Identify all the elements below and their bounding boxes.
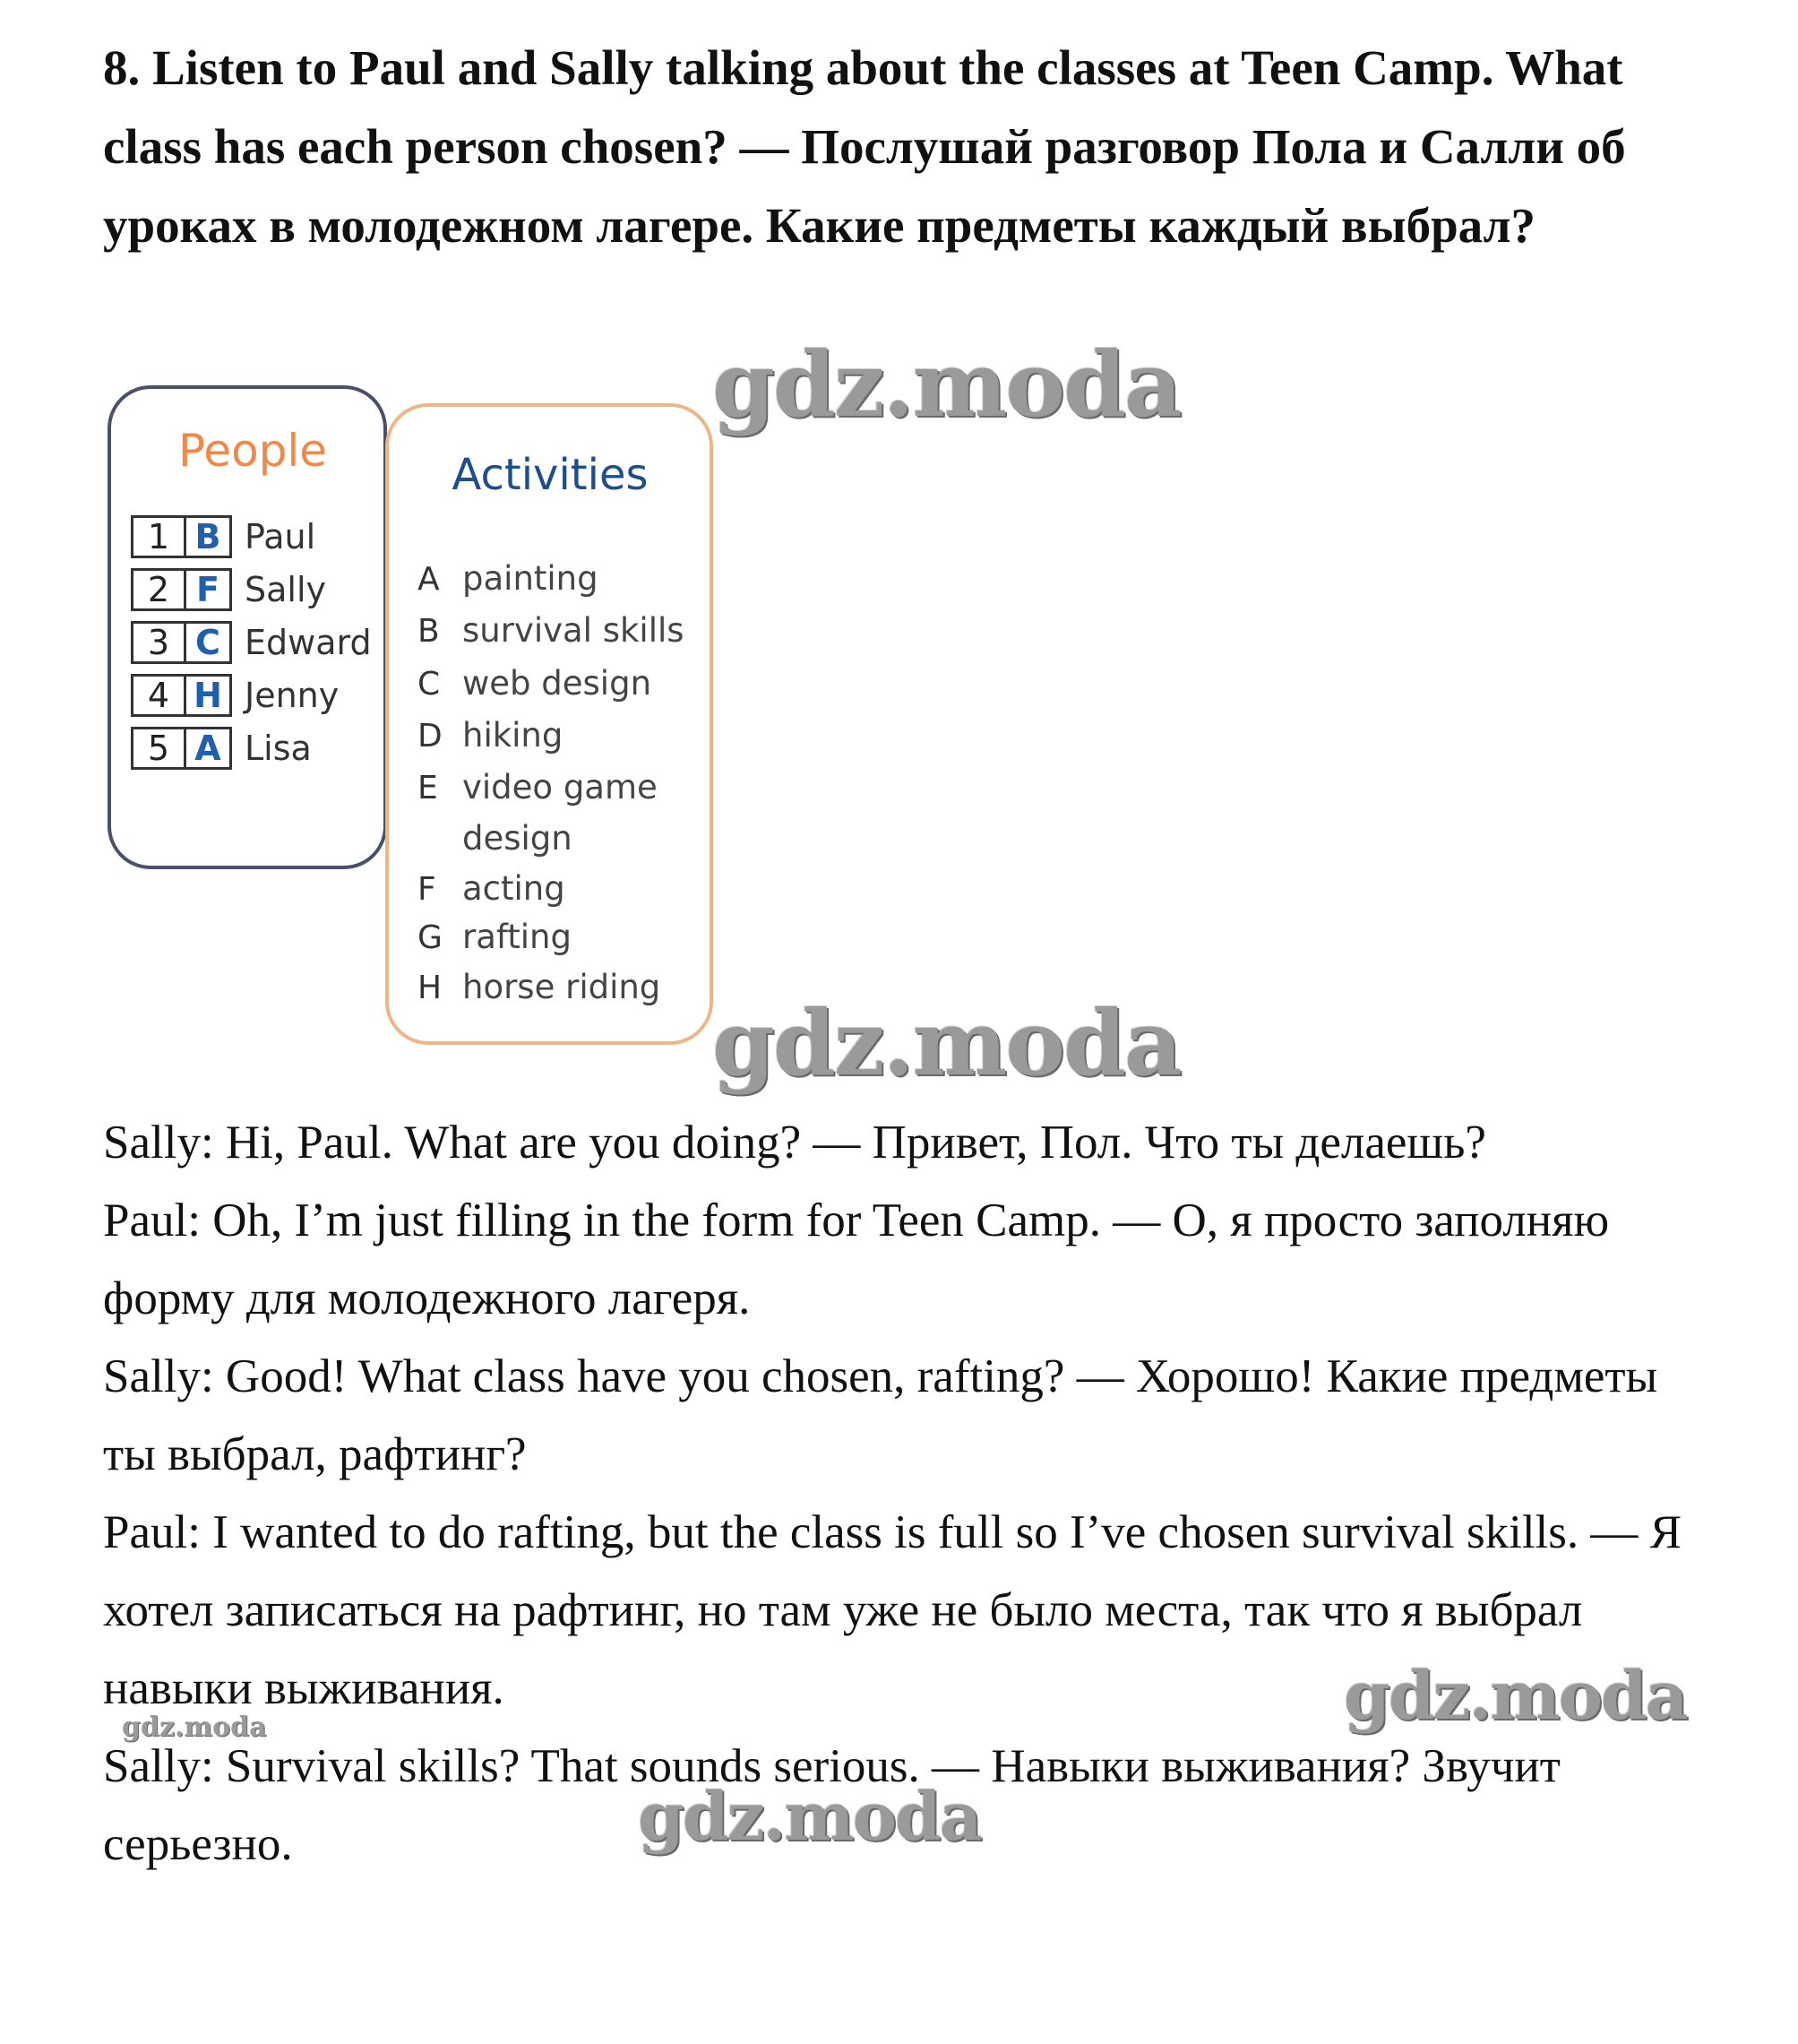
person-name: Lisa — [245, 729, 312, 768]
activity-text: horse riding — [462, 968, 661, 1006]
activity-letter: B — [417, 613, 440, 650]
activity-letter: F — [417, 871, 436, 908]
watermark: gdz.moda — [638, 1779, 981, 1856]
person-number: 1 — [131, 515, 186, 558]
activity-text: painting — [462, 559, 598, 598]
exercise-heading: 8. Listen to Paul and Sally talking about the classes at Teen Camp. What class has each person chosen? — Послушай разговор Пола и Салли об уроках в молодежном лагере. Какие предметы каждый выбрал? — [103, 40, 1626, 253]
activity-text: rafting — [462, 918, 572, 956]
activity-text: hiking — [462, 716, 563, 755]
person-name: Sally — [245, 570, 327, 609]
dialogue-line: Sally: Good! What class have you chosen, rafting? — Хорошо! Какие предметы ты выбрал, рафтинг? — [103, 1350, 1658, 1480]
dialogue-line: Paul: I wanted to do rafting, but the class is full so I’ve chosen survival skills. — Я хотел записаться на рафтинг, но там уже не было места, так что я выбрал навыки выживания. — [103, 1506, 1682, 1714]
activity-letter: A — [417, 561, 440, 598]
person-name: Paul — [245, 517, 316, 556]
activity-letter: C — [417, 666, 441, 703]
dialogue-line: Paul: Oh, I’m just filling in the form for Teen Camp. — О, я просто заполняю форму для молодежного лагеря. — [103, 1194, 1610, 1324]
activity-text: survival skills — [462, 611, 684, 650]
person-answer: B — [184, 515, 232, 558]
activity-letter: G — [417, 919, 443, 956]
activity-letter: D — [417, 718, 443, 755]
person-name: Jenny — [245, 676, 340, 715]
watermark-small: gdz.moda — [122, 1712, 267, 1743]
activity-text: video game — [462, 768, 658, 806]
people-row — [131, 724, 312, 772]
activities-box — [385, 403, 713, 1045]
watermark: gdz.moda — [712, 332, 1181, 437]
people-row — [131, 565, 326, 614]
people-row — [131, 513, 315, 561]
activity-letter: E — [417, 770, 438, 806]
matching-figure — [106, 376, 724, 1057]
dialogue-line: Sally: Survival skills? That sounds serious. — Навыки выживания? Звучит серьезно. — [103, 1740, 1561, 1870]
person-answer: C — [184, 621, 232, 664]
dialogue-line: Sally: Hi, Paul. What are you doing? — Привет, Пол. Что ты делаешь? — [103, 1117, 1486, 1169]
activities-title: Activities — [452, 450, 649, 500]
people-title: People — [177, 425, 328, 477]
watermark: gdz.moda — [1344, 1658, 1687, 1735]
person-answer: A — [184, 727, 232, 770]
people-row — [131, 671, 339, 720]
person-number: 3 — [131, 621, 186, 664]
people-box — [108, 385, 387, 869]
activity-letter: H — [417, 970, 443, 1006]
activity-text: acting — [462, 869, 565, 908]
activity-text-continued: design — [462, 819, 572, 858]
person-name: Edward — [245, 623, 372, 662]
person-number: 2 — [131, 568, 186, 611]
person-number: 5 — [131, 727, 186, 770]
watermark: gdz.moda — [712, 990, 1181, 1096]
people-row — [131, 618, 372, 667]
activity-text: web design — [462, 664, 652, 703]
person-answer: H — [184, 674, 232, 717]
person-answer: F — [184, 568, 232, 611]
dialogue — [103, 1104, 1716, 1884]
person-number: 4 — [131, 674, 186, 717]
